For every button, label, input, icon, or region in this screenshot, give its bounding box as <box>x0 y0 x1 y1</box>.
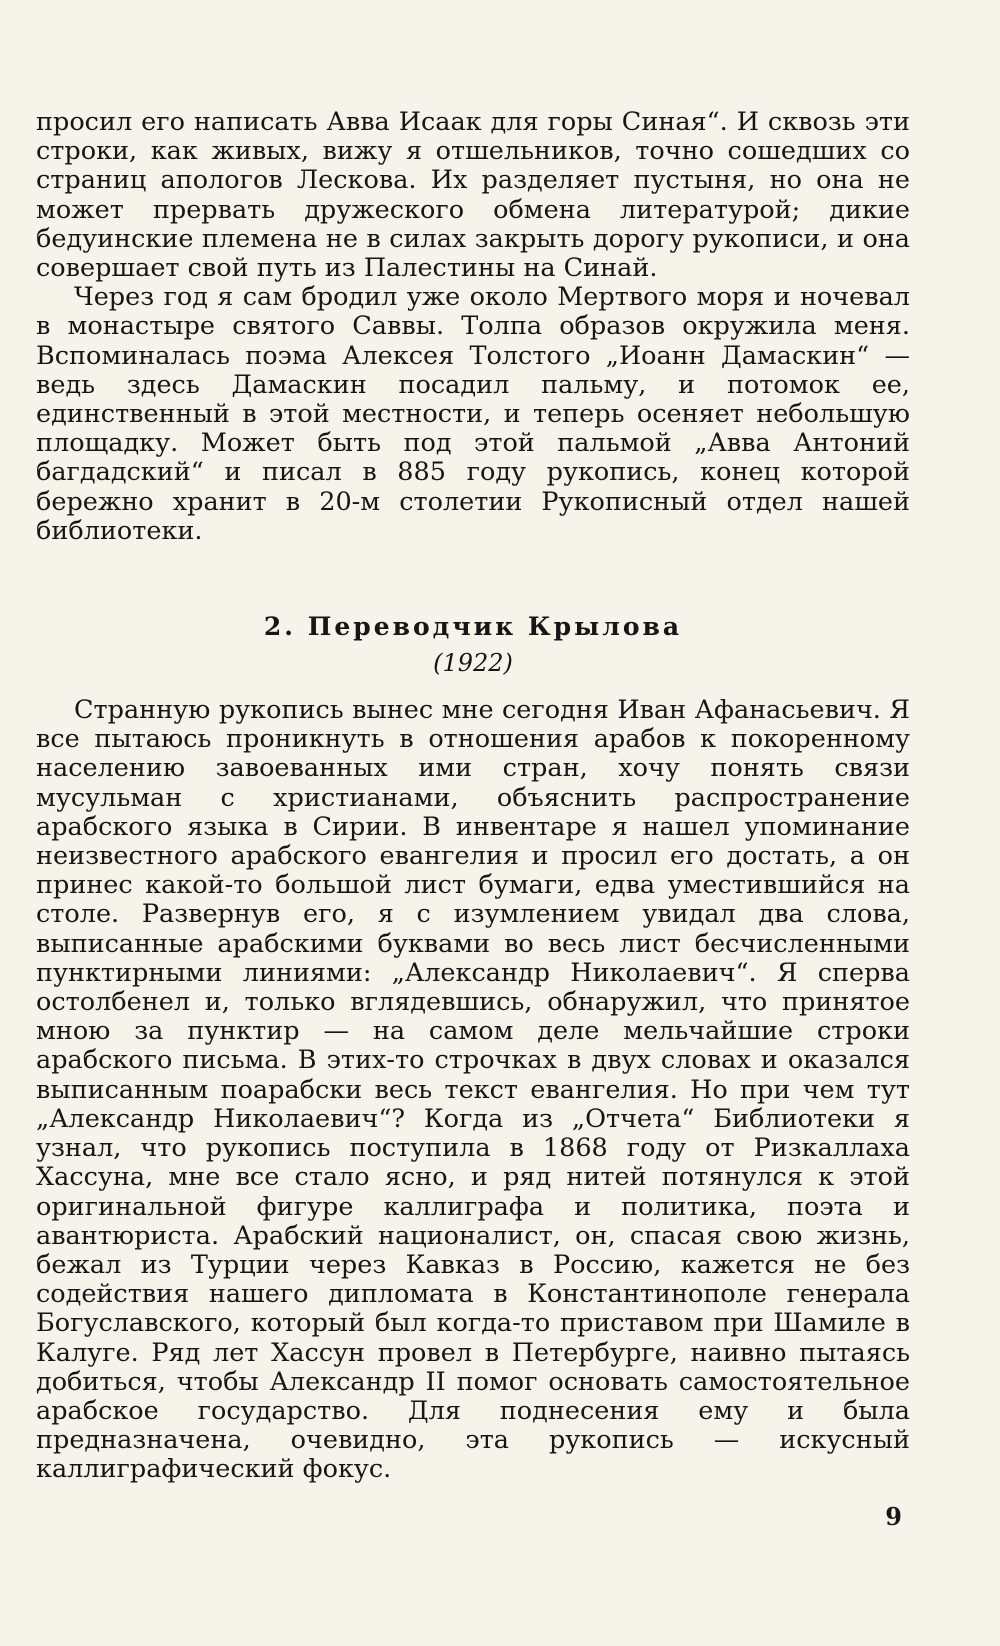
paragraph-dead-sea: Через год я сам бродил уже около Мертвого моря и ночевал в монастыре святого Саввы. Толпа образов окружила меня. Вспоминалась поэма Алексея Толстого „Иоанн Дамаскин“ — ведь здесь Дамаскин посадил пальму, и потомок ее, единственный в этой местности, и теперь осеняет небольшую площадку. Может быть под этой пальмой „Авва Антоний багдадский“ и писал в 885 году рукопись, конец которой бережно хранит в 20-м столетии Рукописный отдел нашей библиотеки. <box>36 282 910 546</box>
section-body <box>36 696 910 1484</box>
paragraph-manuscript: Странную рукопись вынес мне сегодня Иван Афанасьевич. Я все пытаюсь проникнуть в отношения арабов к покоренному населению завоеванных ими стран, хочу понять связи мусульман с христианами, объяснить распространение арабского языка в Сирии. В инвентаре я нашел упоминание неизвестного арабского евангелия и просил его достать, а он принес какой-то большой лист бумаги, едва уместившийся на столе. Развернув его, я с изумлением увидал два слова, выписанные арабскими буквами во весь лист бесчисленными пунктирными линиями: „Александр Николаевич“. Я сперва остолбенел и, только вглядевшись, обнаружил, что принятое мною за пунктир — на самом деле мельчайшие строки арабского письма. В этих-то строчках в двух словах и оказался выписанным поарабски весь текст евангелия. Но при чем тут „Александр Николаевич“? Когда из „Отчета“ Библиотеки я узнал, что рукопись поступила в 1868 году от Ризкаллаха Хассуна, мне все стало ясно, и ряд нитей потянулся к этой оригинальной фигуре каллиграфа и политика, поэта и авантюриста. Арабский националист, он, спасая свою жизнь, бежал из Турции через Кавказ в Россию, кажется не без содействия нашего дипломата в Константинополе генерала Богуславского, который был когда-то приставом при Шамиле в Калуге. Ряд лет Хассун провел в Петербурге, наивно пытаясь добиться, чтобы Александр II помог основать самостоятельное арабское государство. Для поднесения ему и была предназначена, очевидно, эта рукопись — искусный каллиграфический фокус. <box>36 695 910 1485</box>
section-year: (1922) <box>433 649 513 678</box>
paragraph-continuation: просил его написать Авва Исаак для горы Синая“. И сквозь эти строки, как живых, вижу я отшельников, точно сошедших со страниц апологов Лескова. Их разделяет пустыня, но она не может прервать дружеского обмена литературой; дикие бедуинские племена не в силах закрыть дорогу рукописи, и она совершает свой путь из Палестины на Синай. <box>36 107 910 284</box>
section-heading: 2. Переводчик Крылова <box>263 612 683 642</box>
page-number: 9 <box>885 1502 902 1531</box>
